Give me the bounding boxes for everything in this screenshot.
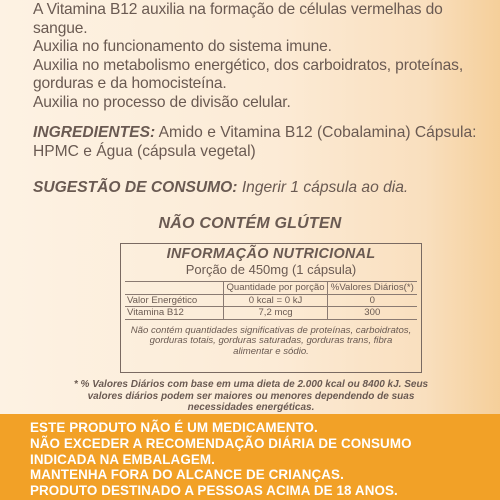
ingredients-label: INGREDIENTES: [33,124,156,141]
suggestion-label: SUGESTÃO DE CONSUMO: [33,179,238,196]
warning-banner [0,414,500,500]
ingredients-section [33,124,495,161]
nutrition-header-cell [125,282,224,295]
warning-line: ESTE PRODUTO NÃO É UM MEDICAMENTO. [30,420,318,435]
warning-line: PRODUTO DESTINADO A PESSOAS ACIMA DE 18 ANOS. [30,483,398,499]
nutrition-cell: 0 [327,294,417,307]
nutrition-cell: 300 [327,307,417,320]
nutrition-title: INFORMAÇÃO NUTRICIONAL [166,246,376,262]
suggestion-text: Ingerir 1 cápsula ao dia. [241,179,409,196]
daily-values-footnote: * % Valores Diários com base em uma dieta de 2.000 kcal ou 8400 kJ. Seus valores diários podem ser maiores ou menores dependendo de suas necessidades energéticas. [73,379,429,413]
nutrition-cell: 7,2 mcg [224,307,327,320]
warning-line: MANTENHA FORA DO ALCANCE DE CRIANÇAS. [30,467,344,483]
nutrition-note: Não contém quantidades significativas de proteínas, carboidratos, gorduras totais, gorduras saturadas, gorduras trans, fibra alimentar e sódio. [130,324,412,357]
nutrition-portion: Porção de 450mg (1 cápsula) [185,262,357,277]
gluten-free-notice: NÃO CONTÉM GLÚTEN [158,215,342,232]
nutrition-row [125,307,417,320]
benefit-line: Auxilia no metabolismo energético, dos carboidratos, proteínas, gorduras e da homocisteína. [33,56,464,93]
ingredients-text: Amido e Vitamina B12 (Cobalamina) Cápsula: HPMC e Água (cápsula vegetal) [33,124,477,160]
benefits-text [33,1,495,113]
nutrition-header-row [125,282,417,295]
benefit-line: Auxilia no funcionamento do sistema imune. [33,38,332,56]
suggestion-section [33,179,495,198]
warning-line: NÃO EXCEDER A RECOMENDAÇÃO DIÁRIA DE CONSUMO [30,435,412,451]
benefit-line: A Vitamina B12 auxilia na formação de células vermelhas do sangue. [33,1,443,37]
nutrition-cell: 0 kcal = 0 kJ [224,294,327,307]
nutrition-header-cell: %Valores Diários(*) [327,282,417,295]
nutrition-facts-box [120,243,422,373]
nutrition-table [125,281,417,320]
nutrition-row [125,294,417,307]
benefit-line: Auxilia no processo de divisão celular. [33,93,291,111]
nutrition-cell: Valor Energético [125,294,224,307]
warning-line: INDICADA NA EMBALAGEM. [30,451,215,467]
nutrition-header-cell: Quantidade por porção [224,282,327,295]
nutrition-cell: Vitamina B12 [125,307,224,320]
